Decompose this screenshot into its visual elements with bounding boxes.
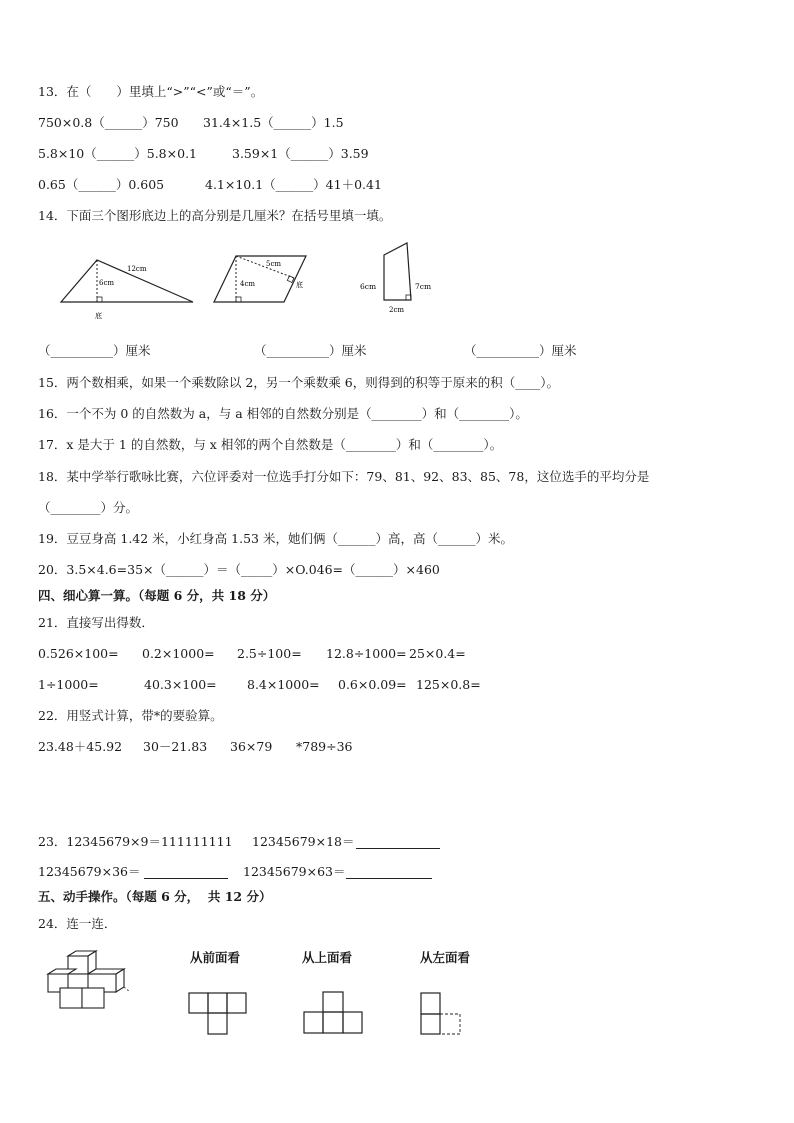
q21-item: 0.6×0.09= [338, 677, 407, 692]
q18-line1: 18．某中学举行歌咏比赛，六位评委对一位选手打分如下：79、81、92、83、85、78，这位选手的平均分是 [38, 469, 650, 484]
q14-title: 14．下面三个图形底边上的高分别是几厘米？在括号里填一填。 [38, 208, 392, 223]
q14-answer-1: （__________）厘米 [38, 343, 151, 358]
q15-text: 15．两个数相乘，如果一个乘数除以 2，另一个乘数乘 6，则得到的积等于原来的积（____）。 [38, 375, 560, 390]
top-view-figure [300, 988, 370, 1038]
q20-text: 20．3.5×4.6=35×（______）＝（_____）×O.046=（______）×460 [38, 562, 440, 577]
q14-answer-3: （__________）厘米 [464, 343, 577, 358]
q21-item: 25×0.4= [409, 646, 466, 661]
view-front-label: 从前面看 [190, 950, 241, 965]
triangle-height-label: 6cm [99, 279, 115, 287]
triangle-slant-label: 12cm [127, 265, 147, 273]
q23-blank-1 [356, 848, 440, 849]
q13-row3-right: 4.1×10.1（______）41＋0.41 [205, 177, 382, 192]
q21-item: 2.5÷100= [237, 646, 302, 661]
q21-item: 0.526×100= [38, 646, 119, 661]
trapezoid-left-label: 6cm [360, 282, 377, 291]
q23-blank-3 [346, 878, 432, 879]
cube-solid-figure [42, 948, 142, 1018]
q21-item: 1÷1000= [38, 677, 99, 692]
q19-text: 19．豆豆身高 1.42 米，小红身高 1.53 米，她们俩（______）高，高（______）米。 [38, 531, 513, 546]
q23-blank-2 [144, 878, 228, 879]
trapezoid-right-label: 7cm [415, 282, 432, 291]
trapezoid-base-label: 2cm [389, 306, 405, 314]
q21-item: 12.8÷1000= [326, 646, 407, 661]
q21-item: 0.2×1000= [142, 646, 215, 661]
q22-item: 23.48＋45.92 [38, 739, 123, 754]
q21-item: 125×0.8= [416, 677, 481, 692]
q24-title: 24．连一连． [38, 916, 117, 931]
q13-row1-left: 750×0.8（______）750 [38, 115, 179, 130]
q21-item: 8.4×1000= [247, 677, 320, 692]
trapezoid-figure [358, 240, 438, 316]
q23-line1-right: 12345679×18＝ [252, 834, 355, 849]
view-left-label: 从左面看 [420, 950, 471, 965]
q21-title: 21．直接写出得数． [38, 615, 154, 630]
q13-row1-right: 31.4×1.5（______）1.5 [203, 115, 344, 130]
q13-title: 13．在（ ）里填上“>”“<”或“＝”。 [38, 84, 264, 99]
q22-item: 30－21.83 [143, 739, 208, 754]
parallelogram-slant-label: 5cm [266, 260, 282, 268]
q23-line2-right: 12345679×63＝ [243, 864, 346, 879]
triangle-base-label: 底 [95, 312, 102, 320]
parallelogram-height-label: 4cm [240, 280, 256, 288]
q16-text: 16．一个不为 0 的自然数为 a，与 a 相邻的自然数分别是（________）和（________）。 [38, 406, 528, 421]
q22-item: *789÷36 [296, 739, 353, 754]
parallelogram-base-label: 底 [296, 281, 303, 289]
section-4-heading: 四、细心算一算。（每题 6 分，共 18 分） [38, 588, 276, 603]
q22-item: 36×79 [230, 739, 273, 754]
triangle-figure [55, 252, 205, 324]
view-top-label: 从上面看 [302, 950, 353, 965]
q14-answer-2: （__________）厘米 [254, 343, 367, 358]
q13-row2-left: 5.8×10（______）5.8×0.1 [38, 146, 197, 161]
front-view-figure [186, 990, 250, 1040]
q22-title: 22．用竖式计算，带*的要验算。 [38, 708, 223, 723]
section-5-heading: 五、动手操作。（每题 6 分， 共 12 分） [38, 889, 272, 904]
q17-text: 17．x 是大于 1 的自然数，与 x 相邻的两个自然数是（________）和（________）。 [38, 437, 503, 452]
q21-item: 40.3×100= [144, 677, 217, 692]
q23-line2-left: 12345679×36＝ [38, 864, 141, 879]
q13-row3-left: 0.65（______）0.605 [38, 177, 165, 192]
q13-row2-right: 3.59×1（______）3.59 [232, 146, 369, 161]
q23-line1-left: 23．12345679×9＝111111111 [38, 834, 233, 849]
q18-line2: （________）分。 [38, 500, 139, 515]
left-view-figure [416, 988, 468, 1040]
parallelogram-figure [208, 248, 312, 308]
